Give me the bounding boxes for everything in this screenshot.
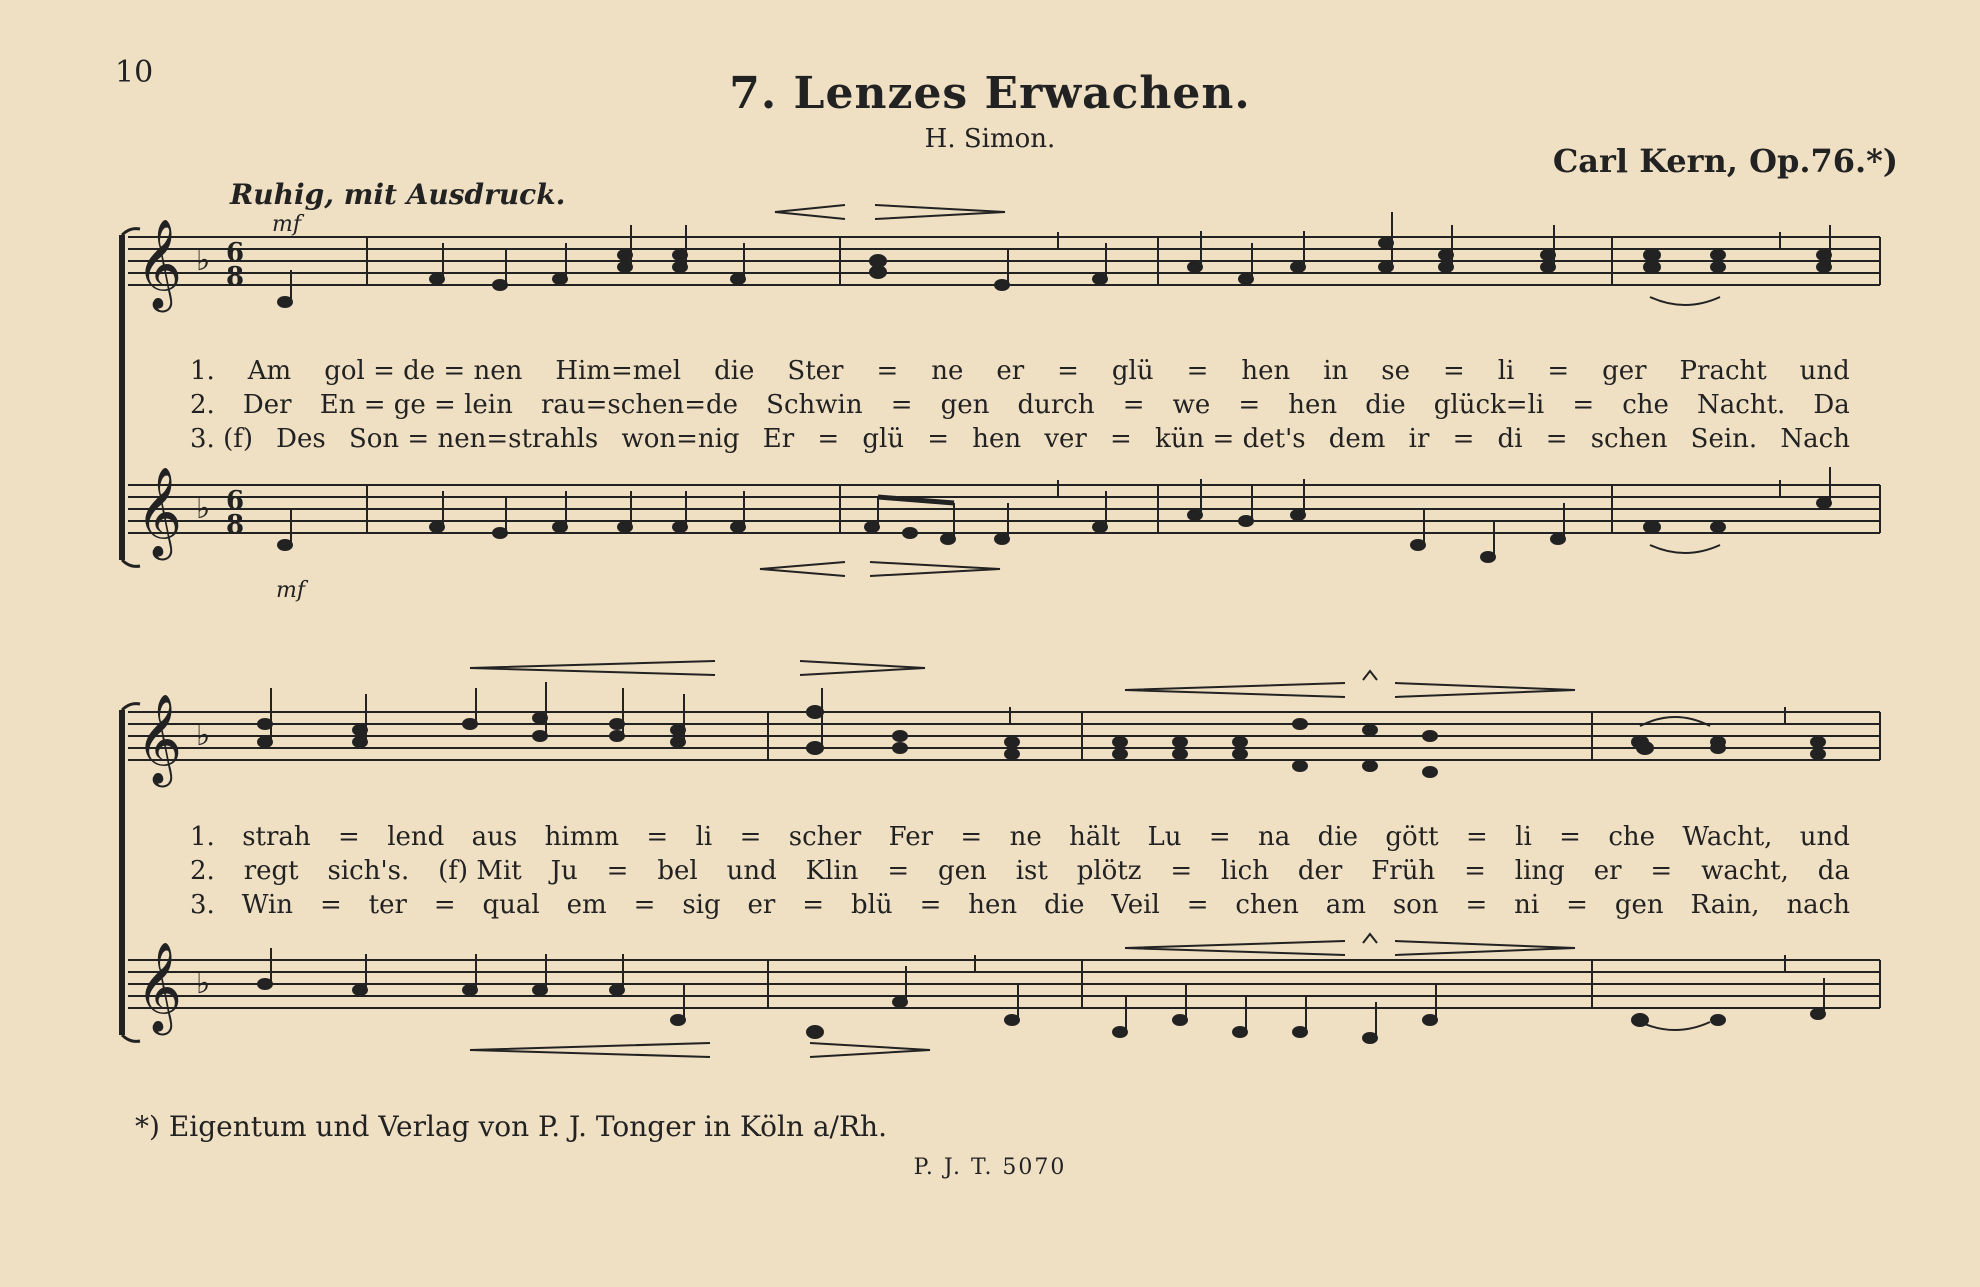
lyric-syllable: = [1186, 890, 1209, 920]
lyric-syllable: chen [1235, 890, 1299, 920]
lyric-syllable: bel [657, 856, 698, 886]
lyric-syllable: li [695, 822, 713, 852]
lyric-syllable: = [1122, 390, 1145, 420]
lyric-syllable: scher [788, 822, 862, 852]
lyric-syllable: em [566, 890, 607, 920]
lyric-syllable: = [1566, 890, 1588, 920]
lyric-syllable: = [1545, 424, 1568, 454]
lyric-syllable: glü [862, 424, 905, 454]
lyric-syllable: ger [1602, 356, 1647, 386]
lyric-syllable: nach [1786, 890, 1850, 920]
lyric-syllable: che [1622, 390, 1669, 420]
lyric-syllable: = [802, 890, 825, 920]
lyric-syllable: Son = nen=strahls [348, 424, 599, 454]
lyric-syllable: und [1799, 356, 1850, 386]
lyric-syllable: li [1515, 822, 1532, 852]
treble-clef-icon: 𝄞 [136, 467, 183, 557]
system-1-lyrics-verse-3 [190, 424, 1850, 458]
flat-icon: ♭ [196, 243, 211, 278]
lyric-syllable: = [1547, 356, 1570, 386]
lyric-syllable: ni [1514, 890, 1540, 920]
system-2-lyrics-verse-3 [190, 890, 1850, 924]
lyric-syllable: = [433, 890, 456, 920]
lyric-syllable: regt [243, 856, 299, 886]
page-number: 10 [115, 55, 154, 90]
lyric-syllable: qual [482, 890, 540, 920]
lyric-syllable: = [1208, 822, 1231, 852]
lyric-syllable: er [1593, 856, 1622, 886]
svg-text:6: 6 [226, 486, 245, 516]
lyric-syllable: durch [1017, 390, 1095, 420]
lyric-syllable: we [1172, 390, 1211, 420]
flat-icon: ♭ [196, 966, 211, 1001]
plate-number: P. J. T. 5070 [913, 1155, 1067, 1180]
lyric-syllable: strah [242, 822, 311, 852]
lyric-syllable: Des [276, 424, 326, 454]
lyric-syllable: Früh [1371, 856, 1436, 886]
lyric-syllable: hen [1288, 390, 1338, 420]
lyric-syllable: = [1442, 356, 1465, 386]
lyric-syllable: = [1650, 856, 1673, 886]
lyric-syllable: ling [1514, 856, 1565, 886]
lyric-syllable: = [1465, 822, 1488, 852]
lyric-syllable: li [1497, 356, 1515, 386]
flat-icon: ♭ [196, 491, 211, 526]
lyric-syllable: = [919, 890, 942, 920]
system-2-lyrics-verse-2 [190, 856, 1850, 890]
lyric-syllable: ir [1408, 424, 1430, 454]
system-1-notation [0, 0, 1980, 600]
lyric-syllable: am [1325, 890, 1366, 920]
footnote: *) Eigentum und Verlag von P. J. Tonger in Köln a/Rh. [135, 1110, 887, 1143]
flat-icon: ♭ [196, 718, 211, 753]
lyric-syllable: 1. [190, 356, 215, 386]
lyric-syllable: da [1817, 856, 1850, 886]
lyric-syllable: lend [387, 822, 445, 852]
lyric-syllable: er [747, 890, 776, 920]
lyric-syllable: sig [682, 890, 721, 920]
lyric-syllable: ver [1044, 424, 1087, 454]
lyric-syllable: die [714, 356, 755, 386]
lyric-syllable: Er [762, 424, 795, 454]
lyric-syllable: = [927, 424, 950, 454]
lyric-syllable: = [960, 822, 983, 852]
lyric-syllable: (f) Mit [438, 856, 522, 886]
lyric-syllable: se [1381, 356, 1410, 386]
lyric-syllable: glück=li [1433, 390, 1545, 420]
tempo-marking: Ruhig, mit Ausdruck. [230, 178, 566, 211]
lyric-syllable: Him=mel [555, 356, 682, 386]
lyric-syllable: ne [1009, 822, 1042, 852]
lyric-syllable: Am [247, 356, 292, 386]
lyric-syllable: ne [931, 356, 964, 386]
lyric-syllable: gött [1385, 822, 1439, 852]
lyric-syllable: glü [1111, 356, 1154, 386]
lyric-syllable: wacht, [1701, 856, 1789, 886]
lyric-syllable: = [887, 856, 910, 886]
lyric-syllable: Rain, [1690, 890, 1760, 920]
lyric-syllable: blü [850, 890, 893, 920]
lyric-syllable: hen [972, 424, 1022, 454]
lyric-syllable: = [876, 356, 899, 386]
lyric-syllable: = [739, 822, 762, 852]
lyric-syllable: dem [1328, 424, 1386, 454]
song-title: 7. Lenzes Erwachen. [729, 68, 1251, 119]
lyricist: H. Simon. [924, 124, 1056, 154]
lyric-syllable: die [1317, 822, 1359, 852]
lyric-syllable: Wacht, [1682, 822, 1773, 852]
lyric-syllable: Da [1813, 390, 1850, 420]
lyric-syllable: ter [368, 890, 407, 920]
svg-text:6: 6 [226, 238, 245, 268]
lyric-syllable: himm [544, 822, 620, 852]
lyric-syllable: gen [940, 390, 990, 420]
system-2-lyrics-verse-1 [190, 822, 1850, 856]
lyric-syllable: plötz [1076, 856, 1142, 886]
dynamic-mf-bottom: mf [276, 578, 306, 603]
lyric-syllable: che [1608, 822, 1656, 852]
lyric-syllable: = [817, 424, 840, 454]
lyric-syllable: lich [1221, 856, 1269, 886]
system-1-lyrics-verse-1 [190, 356, 1850, 390]
lyric-syllable: sich's. [327, 856, 410, 886]
lyric-syllable: won=nig [621, 424, 740, 454]
svg-text:8: 8 [226, 510, 245, 540]
lyric-syllable: Ju [550, 856, 578, 886]
lyric-syllable: En = ge = lein [319, 390, 513, 420]
lyric-syllable: 1. [190, 822, 215, 852]
lyric-syllable: = [1170, 856, 1193, 886]
lyric-syllable: = [890, 390, 913, 420]
lyric-syllable: Sein. [1690, 424, 1758, 454]
lyric-syllable: Win [241, 890, 294, 920]
lyric-syllable: und [726, 856, 777, 886]
lyric-syllable: = [1465, 890, 1488, 920]
lyric-syllable: son [1392, 890, 1439, 920]
lyric-syllable: = [1452, 424, 1475, 454]
lyric-syllable: = [1057, 356, 1079, 386]
lyric-syllable: = [1110, 424, 1132, 454]
lyric-syllable: gen [938, 856, 987, 886]
lyric-syllable: hen [1241, 356, 1291, 386]
lyric-syllable: der [1297, 856, 1343, 886]
lyric-syllable: 3. [190, 890, 215, 920]
lyric-syllable: rau=schen=de [540, 390, 739, 420]
lyric-syllable: Lu [1147, 822, 1182, 852]
lyric-syllable: die [1365, 390, 1406, 420]
lyric-syllable: 2. [190, 856, 215, 886]
lyric-syllable: kün = det's [1155, 424, 1306, 454]
lyric-syllable: Ster [787, 356, 844, 386]
lyric-syllable: = [338, 822, 360, 852]
lyric-syllable: = [1559, 822, 1581, 852]
lyric-syllable: = [1186, 356, 1209, 386]
lyric-syllable: schen [1590, 424, 1668, 454]
lyric-syllable: aus [471, 822, 518, 852]
lyric-syllable: gen [1614, 890, 1664, 920]
lyric-syllable: Nach [1780, 424, 1850, 454]
lyric-syllable: = [633, 890, 656, 920]
lyric-syllable: di [1497, 424, 1523, 454]
lyric-syllable: gol = de = nen [324, 356, 523, 386]
lyric-syllable: in [1323, 356, 1349, 386]
lyric-syllable: = [646, 822, 669, 852]
svg-text:8: 8 [226, 262, 245, 292]
lyric-syllable: 3. (f) [190, 424, 253, 454]
lyric-syllable: Pracht [1679, 356, 1767, 386]
lyric-syllable: ist [1015, 856, 1048, 886]
lyric-syllable: hält [1069, 822, 1121, 852]
composer: Carl Kern, Op.76.*) [1552, 142, 1898, 180]
lyric-syllable: = [1572, 390, 1595, 420]
lyric-syllable: er [996, 356, 1025, 386]
lyric-syllable: = [1464, 856, 1486, 886]
system-1-lyrics-verse-2 [190, 390, 1850, 424]
dynamic-mf-top: mf [272, 212, 302, 237]
lyric-syllable: = [319, 890, 342, 920]
lyric-syllable: und [1799, 822, 1850, 852]
lyric-syllable: Veil [1111, 890, 1160, 920]
lyric-syllable: Klin [805, 856, 859, 886]
lyric-syllable: Nacht. [1697, 390, 1786, 420]
lyric-syllable: 2. [190, 390, 215, 420]
lyric-syllable: Der [242, 390, 292, 420]
lyric-syllable: die [1044, 890, 1085, 920]
treble-clef-icon: 𝄞 [136, 694, 183, 784]
lyric-syllable: na [1258, 822, 1291, 852]
lyric-syllable: = [1238, 390, 1261, 420]
lyric-syllable: hen [968, 890, 1018, 920]
lyric-syllable: Schwin [766, 390, 863, 420]
lyric-syllable: Fer [888, 822, 934, 852]
treble-clef-icon: 𝄞 [136, 942, 183, 1032]
treble-clef-icon: 𝄞 [136, 219, 183, 309]
lyric-syllable: = [606, 856, 629, 886]
